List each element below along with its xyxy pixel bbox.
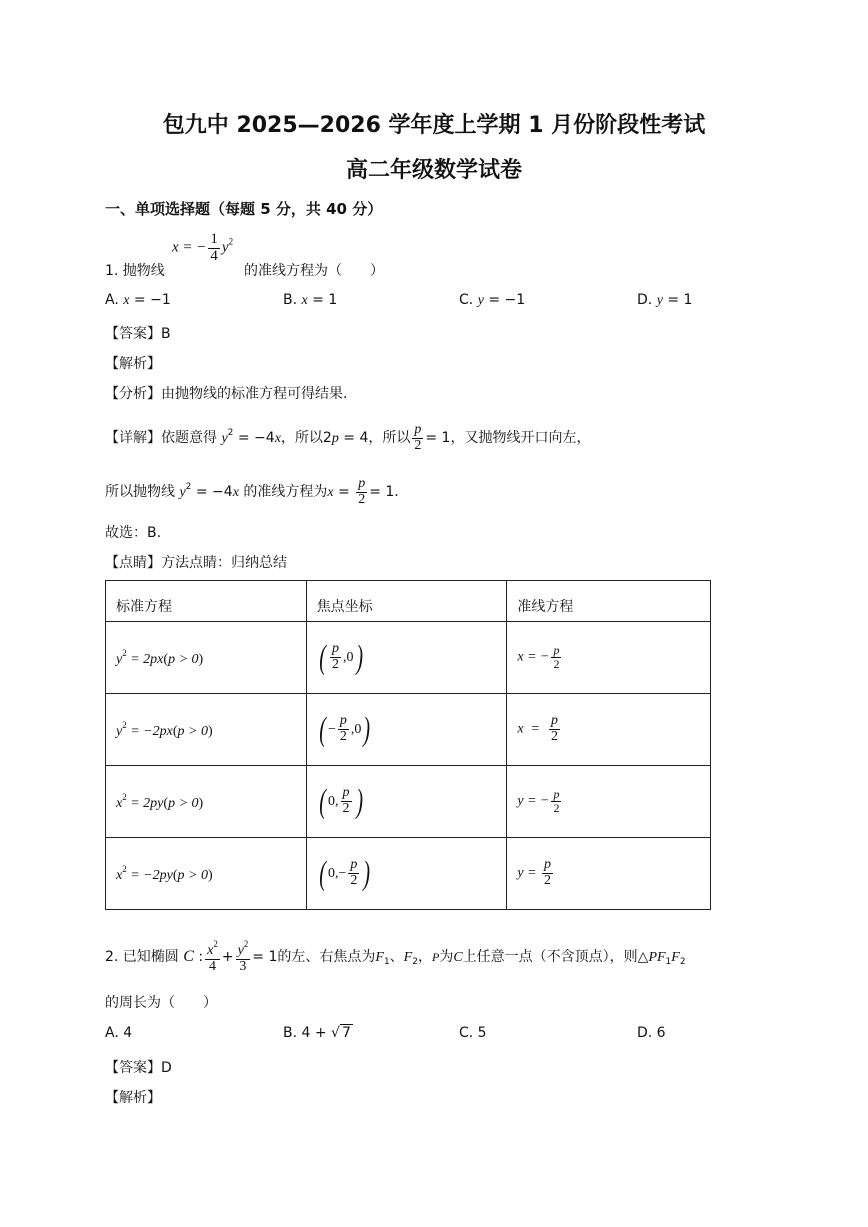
table-cell: $y^2 = 2px(p > 0)$ [106,622,307,694]
table-row [106,694,711,766]
table-cell: $y^2 = -2px(p > 0)$ [106,694,307,766]
q2-stem-line1: 2. 已知椭圆 C : $\frac{x^2}{4}$ + $\frac{y^2}{3}$ = 1的左、右焦点为$F_1$、$F_2$，P为C上任意一点（不含顶点），则$\triangle PF_1F_2$ [105,938,686,974]
q1-detail-line1: 【详解】依题意得 $y^2 = -4x$，所以2p = 4，所以 $\frac{p}{2}$ = 1，又抛物线开口向左， [105,421,591,453]
table-cell: ( $\frac{p}{2}$ ,0) [306,622,507,694]
q1-analysis-label: 【解析】 [105,356,161,372]
q1-formula: x = − $\frac{1}{4}$ $y^2$ [172,231,234,264]
table-row [106,838,711,910]
q2-option-c: C. 5 [459,1025,487,1041]
table-header-cell: 标准方程 [106,581,307,622]
q2-option-a: A. 4 [105,1025,133,1041]
table-cell: y = $\frac{p}{2}$ [507,838,711,910]
q1-stem-tail: 的准线方程为（ ） [244,263,384,279]
table-cell: $x^2 = -2py(p > 0)$ [106,838,307,910]
q1-option-c: C. y = −1 [459,292,526,308]
section-heading: 一、单项选择题（每题 5 分，共 40 分） [105,200,383,218]
table-row [106,766,711,838]
q1-choice: 故选：B. [105,525,162,541]
table-header-row [106,581,711,622]
table-cell: ( − $\frac{p}{2}$ ,0) [306,694,507,766]
q1-option-d: D. y = 1 [637,292,693,308]
table-cell: x = − $\frac{p}{2}$ [507,622,711,694]
table-header-cell: 焦点坐标 [306,581,507,622]
q2-option-d: D. 6 [637,1025,666,1041]
q1-fenxi: 【分析】由抛物线的标准方程可得结果. [105,386,348,402]
q1-answer: 【答案】B [105,326,171,342]
q2-answer: 【答案】D [105,1060,172,1076]
q2-analysis-label: 【解析】 [105,1090,161,1106]
exam-title: 包九中 2025—2026 学年度上学期 1 月份阶段性考试 [162,113,706,138]
q1-dianjing: 【点睛】方法点睛：归纳总结 [105,555,287,571]
table-cell: y = − $\frac{p}{2}$ [507,766,711,838]
table-cell: ( 0, $\frac{p}{2}$ ) [306,766,507,838]
q1-option-b: B. x = 1 [283,292,338,308]
q1-detail-line2: 所以抛物线 $y^2 = -4x$ 的准线方程为x = $\frac{p}{2}$ = 1. [105,475,399,507]
table-cell: ( 0,− $\frac{p}{2}$ ) [306,838,507,910]
q2-stem-line2: 的周长为（ ） [105,995,217,1011]
q1-number: 1. 抛物线 [105,263,165,279]
table-header-cell: 准线方程 [507,581,711,622]
q1-option-a: A. x = −1 [105,292,171,308]
table-row [106,622,711,694]
exam-subtitle: 高二年级数学试卷 [345,158,522,183]
parabola-table [105,580,711,910]
table-cell: x = $\frac{p}{2}$ [507,694,711,766]
q2-option-b: B. 4 + √ 7 [283,1025,351,1041]
table-cell: $x^2 = 2py(p > 0)$ [106,766,307,838]
